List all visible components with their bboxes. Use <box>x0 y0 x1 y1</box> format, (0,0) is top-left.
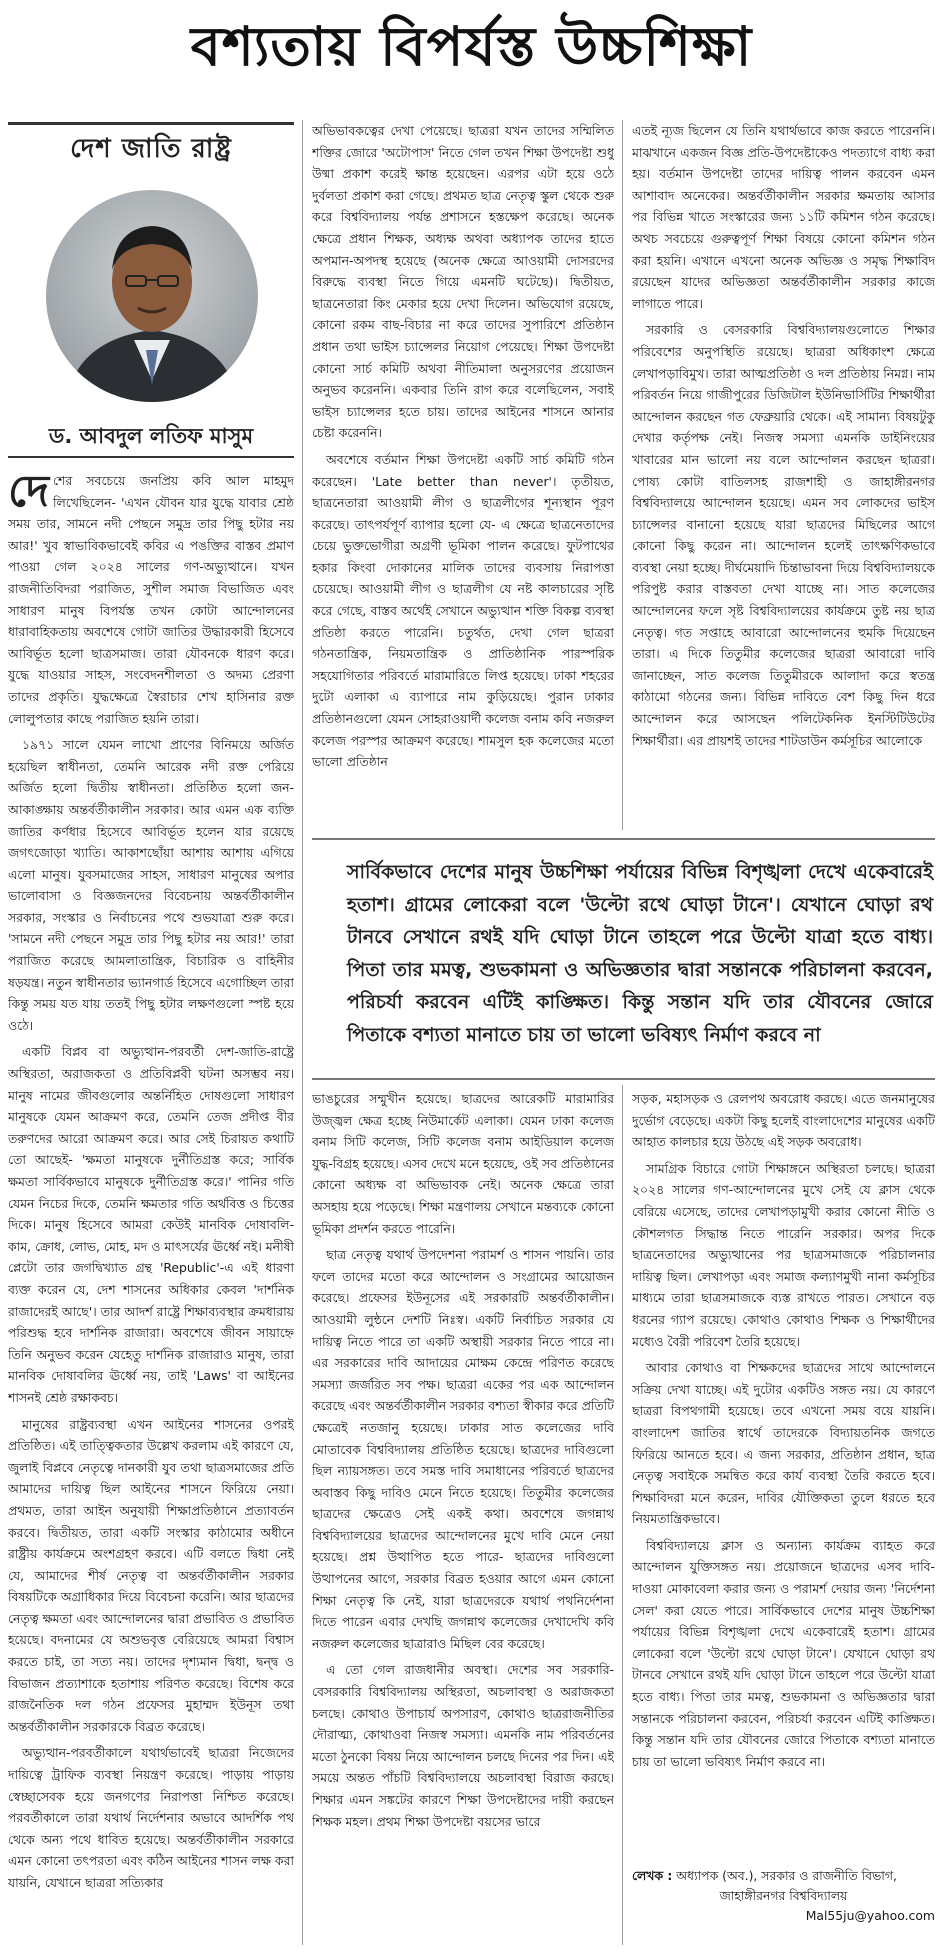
author-email[interactable]: Mal55ju@yahoo.com <box>805 1908 935 1923</box>
column-3 <box>632 120 935 832</box>
author-byline <box>632 1866 935 1946</box>
pullquote: সার্বিকভাবে দেশের মানুষ উচ্চশিক্ষা পর্যায়ের বিভিন্ন বিশৃঙ্খলা দেখে একেবারেই হতাশ। গ্রামের লোকেরা বলে 'উল্টো রথে ঘোড়া টানে'। যেখানে ঘোড়া রথ টানবে সেখানে রথই যদি ঘোড়া টানে তাহলে পরে উল্টো যাত্রা হতে বাধ্য। পিতা তার মমত্ব, শুভকামনা ও অভিজ্ঞতার দ্বারা সন্তানকে পরিচালনা করবেন, পরিচর্যা করবেন এটিই কাঙ্ক্ষিত। কিন্তু সন্তান যদি তার যৌবনের জোরে পিতাকে বশ্যতা মানাতে চায় তা ভালো ভবিষ্যৎ নির্মাণ করবে না <box>347 861 933 1046</box>
byline-university: জাহাঙ্গীরনগর বিশ্ববিদ্যালয় <box>719 1888 848 1903</box>
column-name: দেশ জাতি রাষ্ট্র <box>8 122 294 174</box>
column-2-lower <box>312 1088 614 1946</box>
dropcap: দে <box>8 470 49 517</box>
col2b-paragraph-1: ভাঙচুরের সম্মুখীন হয়েছে। ছাত্রদের আরেকটি মারামারির উজ্জ্বল ক্ষেত্র হচ্ছে নিউমার্কেট এলাকা। যেমন ঢাকা কলেজ বনাম সিটি কলেজ, সিটি কলেজ বনাম আইডিয়াল কলেজ যুদ্ধ-বিগ্রহ হয়েছে। এসব দেখে মনে হয়েছে, ওই সব প্রতিষ্ঠানের কোনো অধ্যক্ষ বা অভিভাবক নেই। অনেক ক্ষেত্রে তারা অসহায় হয়ে পড়েছে। শিক্ষা মন্ত্রণালয় সেখানে মন্তব্যকে কোনো ভূমিকা প্রদর্শন করতে পারেনি। <box>312 1091 614 1236</box>
pullquote-top-rule <box>312 838 935 840</box>
byline-label: লেখক : <box>632 1868 673 1883</box>
byline-text: অধ্যাপক (অব.), সরকার ও রাজনীতি বিভাগ, <box>676 1868 897 1883</box>
col1-paragraph-1: শের সবচেয়ে জনপ্রিয় কবি আল মাহমুদ লিখেছিলেন- 'এখন যৌবন যার যুদ্ধে যাবার শ্রেষ্ঠ সময় তার, সামনে নদী পেছনে সমুদ্র তার পিছু হটার নয় আর!' খুব স্বাভাবিকভাবেই কবির এ পঙক্তির বাস্তব প্রমাণ পাওয়া গেল ২০২৪ সালের গণ-অভ্যুত্থানে। যখন রাজনীতিবিদরা পরাজিত, সুশীল সমাজ বিভাজিত এবং সাধারণ মানুষ বিপর্যস্ত তখন কোটা আন্দোলনের ধারাবাহিকতায় অবশেষে গোটা জাতির উদ্ধারকারী হিসেবে আবির্ভূত হলো ছাত্রসমাজ। তারা যৌবনকে ধারণ করে। যুদ্ধে যাওয়ার সাহস, সংবেদনশীলতা ও অদম্য প্রেরণা তাদের প্রকৃতি। যুদ্ধক্ষেত্রে স্বৈরাচার শেখ হাসিনার রক্ত লোলুপতার কাছে পরাজিত হয়নি তারা। <box>8 473 294 726</box>
column-divider <box>302 120 303 1945</box>
col3-paragraph-1: এতই ন্যূজ ছিলেন যে তিনি যথার্থভাবে কাজ করতে পারেননি। মাঝখানে একজন বিজ্ঞ প্রতি-উপদেষ্টাকেও পদত্যাগে বাধ্য করা হয়। বর্তমান উপদেষ্টা তাদের দায়িত্ব পালন করবেন এমন আশাবাদ অনেকের। অন্তর্বর্তীকালীন সরকার ক্ষমতায় আসার পর বিভিন্ন খাতে সংস্কারের জন্য ১১টি কমিশন গঠন করেছে। অথচ সবচেয়ে গুরুত্বপূর্ণ শিক্ষা বিষয়ে কোনো কমিশন গঠন করা হয়নি। এখানে এখনো অনেক অভিজ্ঞ ও সমৃদ্ধ শিক্ষাবিদ রয়েছেন যাদের অভিজ্ঞতা অন্তর্বর্তীকালীন সরকার কাজে লাগাতে পারে। <box>632 123 935 311</box>
author-photo <box>46 190 258 402</box>
column-1 <box>8 470 294 1948</box>
col1-paragraph-5: অভ্যুত্থান-পরবর্তীকালে যথার্থভাবেই ছাত্ররা নিজেদের দায়িত্বে ট্রাফিক ব্যবস্থা নিয়ন্ত্রণ করেছে। পাড়ায় পাড়ায় স্বেচ্ছাসেবক হয়ে জনগণের নিরাপত্তা নিশ্চিত করেছে। পরবর্তীকালে তারা যথার্থ নির্দেশনার অভাবে আদর্শিক পথ থেকে অন্য পথে ধাবিত হয়েছে। অন্তর্বর্তীকালীন সরকারে এমন কোনো তৎপরতা এবং কঠিন আইনের শাসন লক্ষ করা যায়নি, যেখানে ছাত্ররা সত্যিকার <box>8 1745 294 1890</box>
author-name: ড. আবদুল লতিফ মাসুম <box>8 418 294 458</box>
col3b-paragraph-1: সড়ক, মহাসড়ক ও রেলপথ অবরোধ করছে। এতে জনমানুষের দুর্ভোগ বেড়েছে। একটা কিছু হলেই বাংলাদেশের মানুষের একটি আহাত কালচার হয়ে উঠছে এই সড়ক অবরোধ। <box>632 1091 935 1150</box>
column-divider <box>622 1085 623 1945</box>
col2b-paragraph-2: ছাত্র নেতৃত্ব যথার্থ উপদেশনা পরামর্শ ও শাসন পায়নি। তার ফলে তাদের মতো করে আন্দোলন ও সংগ্রামের আয়োজন করেছে। প্রফেসর ইউনূসের এই সরকারটি অন্তর্বর্তীকালীন। আওয়ামী লুন্ঠনে দেশটি নিঃস্ব। একটি নির্বাচিত সরকার যে দায়িত্ব নিতে পারে তা একটি অস্থায়ী সরকার নিতে পারে না। এর সরকারের দাবি আদায়ের মোক্ষম কেন্দ্রে পরিণত করেছে সমস্যা জর্জরিত সব পক্ষ। ছাত্ররা একের পর এক আন্দোলন করেছে এবং অন্তর্বর্তীকালীন সরকার বশ্যতা স্বীকার করে প্রতিটি ক্ষেত্রেই নতজানু হয়েছে। ঢাকার সাত কলেজের দাবি মোতাবেক বিশ্ববিদ্যালয় প্রতিষ্ঠিত হয়েছে। ছাত্রদের দাবিগুলো ছিল ন্যায়সঙ্গত। তবে সমস্ত দাবি সমাধানের পরিবর্তে ছাত্রদের অবাস্তব কিছু দাবিও মেনে নিতে হয়েছে। তিতুমীর কলেজের ছাত্রদের ক্ষেত্রেও সেই একই কথা। অবশেষে জগন্নাথ বিশ্ববিদ্যালয়ের ছাত্রদের আন্দোলনের মুখে দাবি মেনে নেয়া হয়েছে। প্রশ্ন উত্থাপিত হতে পারে- ছাত্রদের দাবিগুলো উত্থাপনের আগে, সরকার বিব্রত হওয়ার আগে এমন কোনো শিক্ষা নেতৃত্ব কি নেই, যারা ছাত্রদেরকে যথার্থ পথনির্দেশনা দিতে পারেন এবার দেখছি জগন্নাথ কলেজের দেখাদেখি কবি নজরুল কলেজের ছাত্রারাও মিছিল বের করেছে। <box>312 1247 614 1651</box>
headline: বশ্যতায় বিপর্যস্ত উচ্চশিক্ষা <box>190 15 753 78</box>
col2b-paragraph-3: এ তো গেল রাজধানীর অবস্থা। দেশের সব সরকারি-বেসরকারি বিশ্ববিদ্যালয় অস্থিরতা, অচলাবস্থা ও অরাজকতা চলছে। কোথাও উপাচার্য অপসারণ, কোথাও ছাত্ররাজনীতির দৌরাত্ম্য, কোথাওবা নিজস্ব সমস্যা। এমনকি নাম পরিবর্তনের মতো ঠুনকো বিষয় নিয়ে আন্দোলন চলছে দিনের পর দিন। এই সময়ে অন্তত পাঁচটি বিশ্ববিদ্যালয়ে অচলাবস্থা বিরাজ করছে। শিক্ষার এমন সঙ্কটের কারণে শিক্ষা উপদেষ্টাদের দায়ী করছেন শিক্ষক মহল। প্রথম শিক্ষা উপদেষ্টা বয়সের ভারে <box>312 1662 614 1829</box>
col1-paragraph-3: একটি বিপ্লব বা অভ্যুত্থান-পরবর্তী দেশ-জাতি-রাষ্ট্রে অস্থিরতা, অরাজকতা ও প্রতিবিপ্লবী ঘটনা অসম্ভব নয়। মানুষ নামের জীবগুলোর অন্তর্নিহিত দোষগুলো সাধারণ মানুষকে যেমন আক্রমণ করে, তেমনি তেজ প্রদীপ্ত বীর তরুণদের আরো আক্রমণ করে। আর সেই চিরায়ত কথাটি তো আছেই- 'ক্ষমতা মানুষকে দুর্নীতিগ্রস্ত করে; সার্বিক ক্ষমতা সার্বিকভাবে মানুষকে দুর্নীতিগ্রস্ত করে।' পানির গতি যেমন নিচের দিকে, তেমনি ক্ষমতার গতি অর্থবিত্ত ও চিত্তের দিকে। মানুষ হিসেবে আমরা কেউই মানবিক দোষাবলি- কাম, ক্রোধ, লোভ, মোহ, মদ ও মাৎসর্যের ঊর্ধ্বে নই। মনীষী প্লেটো তার জগদ্বিখ্যাত গ্রন্থ 'Republic'-এ এই ধারণা ব্যক্ত করেন যে, দেশ শাসনের অধিকার কেবল 'দার্শনিক রাজাদেরই আছে'। তার আদর্শ রাষ্ট্রে শিক্ষাব্যবস্থার ক্রমধারায় পরিশুদ্ধ হবে দার্শনিক রাজারা। অবশেষে জীবন সায়াহ্নে তিনি অনুভব করেন যেহেতু দার্শনিক রাজারাও মানুষ, তারা মানবিক দোষাবলির ঊর্ধ্বে নয়, তাই 'Laws' বা আইনের শাসনই শ্রেষ্ঠ রক্ষাকবচ। <box>8 1044 294 1405</box>
column-divider <box>622 120 623 830</box>
column-3-lower <box>632 1088 935 1863</box>
col1-paragraph-2: ১৯৭১ সালে যেমন লাখো প্রাণের বিনিময়ে অর্জিত হয়েছিল স্বাধীনতা, তেমনি আরেক নদী রক্ত পেরিয়ে অর্জিত হলো দ্বিতীয় স্বাধীনতা। প্রতিষ্ঠিত হলো জন-আকাঙ্ক্ষায় অন্তর্বর্তীকালীন সরকার। আর এমন এক ব্যক্তি জাতির কর্ণধার হিসেবে আবির্ভূত হলেন যার রয়েছে জগৎজোড়া খ্যাতি। আকাশছোঁয়া আশায় আশায় এগিয়ে এলো মানুষ। যুবসমাজের সাহস, সাধারণ মানুষের অপার ভালোবাসা ও বিজ্ঞজনদের বিবেচনায় অন্তর্বর্তীকালীন সরকার, সংস্কার ও নির্বাচনের পথে শুভযাত্রা শুরু করে। 'সামনে নদী পেছনে সমুদ্র তার পিছু হটার নয় আর!' তারা পরাজিত করেছে আমলাতান্ত্রিক, বিচারিক ও বাহিনীর ষড়যন্ত্র। নতুন স্বাধীনতার ভ্যানগার্ড হিসেবে এগোচ্ছিল তারা কিন্তু সময় যত যায় ততই পিছু হটার লক্ষণগুলো স্পষ্ট হয়ে ওঠে। <box>8 737 294 1033</box>
col3b-paragraph-3: আবার কোথাও বা শিক্ষকদের ছাত্রদের সাথে আন্দোলনে সক্রিয় দেখা যাচ্ছে। এই দুটোর একটিও সঙ্গত নয়। যে কারণে ছাত্ররা বিপথগামী হয়েছে। তবে এখনো সময় বয়ে যায়নি। বাংলাদেশ জাতির স্বার্থে তাদেরকে বিদ্যায়তনিক জগতে ফিরিয়ে আনতে হবে। এ জন্য সরকার, প্রতিষ্ঠান প্রধান, ছাত্র নেতৃত্ব সবাইকে সমন্বিত করে কার্য ব্যবস্থা তৈরি করতে হবে। শিক্ষাবিদরা মনে করেন, দাবির যৌক্তিকতা তুলে ধরতে হবে নিয়মতান্ত্রিকভাবে। <box>632 1360 935 1527</box>
col1-paragraph-4: মানুষের রাষ্ট্রব্যবস্থা এখন আইনের শাসনের ওপরই প্রতিষ্ঠিত। এই তাত্ত্বিকতার উল্লেখ করলাম এই কারণে যে, জুলাই বিপ্লবে নেতৃত্বে দানকারী যুব তথা ছাত্রসমাজের প্রতি আমাদের দায়িত্ব ছিল আইনের শাসনে ফিরিয়ে নেয়া। প্রথমত, তারা আইন অনুযায়ী শিক্ষাপ্রতিষ্ঠানে প্রত্যাবর্তন করবে। দ্বিতীয়ত, তারা একটি সংস্কার কাঠামোর অধীনে রাষ্ট্রীয় কার্যক্রমে অংশগ্রহণ করবে। এটি বলতে দ্বিধা নেই যে, আমাদের শীর্ষ নেতৃত্ব বা অন্তর্বর্তীকালীন সরকার বিষয়টিকে অগ্রাধিকার দিয়ে বিবেচনা করেনি। আর ছাত্রদের নেতৃত্ব ক্ষমতা এবং আন্দোলনের দ্বারা প্রভাবিত ও প্রভাবিত হয়েছে। বদনামের যে অশুভবৃত্ত বেরিয়েছে আমরা বিশ্বাস করতে চাই, তা সত্য নয়। তাদের দৃশ্যমান দ্বিধা, দ্বন্দ্ব ও বিভাজন প্রত্যাশাকে হতাশায় পরিণত করেছে। বিশেষ করে রাজনৈতিক দল গঠন প্রফেসর মুহাম্মদ ইউনূস তথা অন্তর্বর্তীকালীন সরকারকে বিব্রত করেছে। <box>8 1416 294 1734</box>
col2-paragraph-1: অভিভাবকত্বের দেখা পেয়েছে। ছাত্ররা যখন তাদের সম্মিলিত শক্তির জোরে 'অটোপাস' নিতে গেল তখন শিক্ষা উপদেষ্টা শুধু উষ্মা প্রকাশ করেই ক্ষান্ত হয়েছেন। এরপর এটা হয়ে ওঠে দুর্বলতা প্রকাশ করা গেছে। প্রথমত ছাত্র নেতৃত্ব স্কুল থেকে শুরু করে বিশ্ববিদ্যালয় পর্যন্ত প্রশাসনে হস্তক্ষেপ করেছে। অনেক ক্ষেত্রে প্রধান শিক্ষক, অধ্যক্ষ অথবা অধ্যাপক তাদের হাতে অপমান-অপদস্থ হয়েছে (অনেক ক্ষেত্রে আওয়ামী দোসরদের বিরুদ্ধে ব্যবস্থা নিতে গিয়ে এমনটি ঘটেছে)। দ্বিতীয়ত, ছাত্রনেতারা কিং মেকার হয়ে দেখা দিলেন। অভিযোগ রয়েছে, কোনো রকম বাছ-বিচার না করে তাদের সুপারিশে প্রতিষ্ঠান প্রধান তথা ভাইস চ্যান্সেলর নিয়োগ পেয়েছে। শিক্ষা উপদেষ্টা কোনো সার্চ কমিটি অথবা নীতিমালা অনুসরণের প্রয়োজন অনুভব করেননি। একবার তিনি রাগ করে বলেছিলেন, সবাই ভাইস চ্যান্সেলর হতে চায়। তাদের আইনের শাসনে আনার চেষ্টা করেননি। <box>312 123 614 441</box>
col2-paragraph-2: অবশেষে বর্তমান শিক্ষা উপদেষ্টা একটি সার্চ কমিটি গঠন করেছেন। 'Late better than never'। তৃতীয়ত, ছাত্রনেতারা আওয়ামী লীগ ও ছাত্রলীগের শূন্যস্থান পূরণ করেছে। তাৎপর্যপূর্ণ ব্যাপার হলো যে- এ ক্ষেত্রে ছাত্রনেতাদের চেয়ে ভুক্তভোগীরা অগ্রণী ভূমিকা পালন করেছে। ফুটপাথের হকার কিংবা দোকানের মালিক তাদের ব্যবসায় নিরাপত্তা চেয়েছে। আওয়ামী লীগ ও ছাত্রলীগ যে নষ্ট কালচারের সৃষ্টি করে গেছে, বাস্তব অর্থেই সেখানে অভ্যুত্থান শক্তি বিকল্প ব্যবস্থা প্রতিষ্ঠা করতে পারেনি। চতুর্থত, দেখা গেল ছাত্ররা গঠনতান্ত্রিক, নিয়মতান্ত্রিক ও প্রাতিষ্ঠানিক পারস্পরিক সহযোগিতার পরিবর্তে মারামারিতে লিপ্ত হয়েছে। ঢাকা শহরের দুটো এলাকা এ ব্যাপারে নাম কুড়িয়েছে। পুরান ঢাকার প্রতিষ্ঠানগুলো যেমন সোহরাওয়ার্দী কলেজ বনাম কবি নজরুল কলেজ পরস্পর আক্রমণ করেছে। শামসুল হক কলেজের মতো ভালো প্রতিষ্ঠান <box>312 451 614 770</box>
col3b-paragraph-2: সামগ্রিক বিচারে গোটা শিক্ষাঙ্গনে অস্থিরতা চলছে। ছাত্ররা ২০২৪ সালের গণ-আন্দোলনের মুখে সেই যে ক্লাস থেকে বেরিয়ে এসেছে, তাদের লেখাপড়ামুখী করার কোনো নীতি ও কৌশলগত সিদ্ধান্ত নিতে পারেনি সরকার। অপর দিকে ছাত্রনেতাদের অভ্যুত্থানের পর ছাত্রসমাজকে পরিচালনার দায়িত্ব ছিল। লেখাপড়া এবং সমাজ কল্যাণমুখী নানা কর্মসূচির মাধ্যমে তারা ছাত্রসমাজকে ব্যস্ত রাখতে পারত। সেখানে বড় ধরনের গ্যাপ রয়েছে। কোথাও কোথাও শিক্ষক ও শিক্ষার্থীদের মধ্যেও বৈরী পরিবেশ তৈরি হয়েছে। <box>632 1160 935 1349</box>
author-portrait-icon <box>46 190 258 402</box>
col3b-paragraph-4: বিশ্ববিদ্যালয়ে ক্লাস ও অন্যান্য কার্যক্রম ব্যাহত করে আন্দোলন যুক্তিসঙ্গত নয়। প্রয়োজনে ছাত্রদের এসব দাবি-দাওয়া মোকাবেলা করার জন্য ও পরামর্শ দেয়ার জন্য 'নির্দেশনা সেল' করা যেতে পারে। সার্বিকভাবে দেশের মানুষ উচ্চশিক্ষা পর্যায়ের বিভিন্ন বিশৃঙ্খলা দেখে একেবারেই হতাশ। গ্রামের লোকেরা বলে 'উল্টো রথে ঘোড়া টানে'। যেখানে ঘোড়া রথ টানবে সেখানে রথই যদি ঘোড়া টানে তাহলে পরে উল্টো যাত্রা হতে বাধ্য। পিতা তার মমত্ব, শুভকামনা ও অভিজ্ঞতার দ্বারা সন্তানকে পরিচালনা করবেন, পরিচর্যা করবেন এটিই কাঙ্ক্ষিত। কিন্তু সন্তান যদি তার যৌবনের জোরে পিতাকে বশ্যতা মানাতে চায় তা ভালো ভবিষ্যৎ নির্মাণ করবে না। <box>632 1537 935 1769</box>
pullquote-bottom-rule <box>312 1078 935 1080</box>
col3-paragraph-2: সরকারি ও বেসরকারি বিশ্ববিদ্যালয়গুলোতে শিক্ষার পরিবেশের অনুপস্থিতি রয়েছে। ছাত্ররা অধিকাংশ ক্ষেত্রে লেখাপড়াবিমুখ। তারা আত্মপ্রতিষ্ঠা ও দল প্রতিষ্ঠায় নিমগ্ন। নাম পরিবর্তন নিয়ে গাজীপুরের ডিজিটাল ইউনিভার্সিটির শিক্ষার্থীরা আন্দোলন করছেন গত ফেব্রুয়ারি থেকে। এই সামান্য বিষয়টুকু দেখার কর্তৃপক্ষ নেই। নিজস্ব সমস্যা এমনকি ডাইনিংয়ের খাবারের মান ভালো নয় বলে আন্দোলন করছেন ছাত্ররা। পোষ্য কোটা বাতিলসহ রাজশাহী ও জাহাঙ্গীরনগর বিশ্ববিদ্যালয়ে আন্দোলন হয়েছে। এমন সব লোকদের ভাইস চ্যান্সেলর বানানো হয়েছে যারা ছাত্রদের মিছিলের আগে কোনো কিছু করেন না। আন্দোলন হলেই তাৎক্ষণিকভাবে ব্যবস্থা নেয়া হচ্ছে। দীর্ঘমেয়াদি চিন্তাভাবনা দিয়ে বিশ্ববিদ্যালয়কে পরিপুষ্ট করার বাস্তবতা দেখা যাচ্ছে না। সাত কলেজের আন্দোলনের ফলে সৃষ্ট বিশ্ববিদ্যালয়ের কার্যক্রমে তুষ্ট নয় ছাত্র নেতৃত্ব। গত সপ্তাহে আবারো আন্দোলনের হুমকি দিয়েছেন তারা। এ দিকে তিতুমীর কলেজের ছাত্ররা আবারো দাবি জানাচ্ছেন, সাত কলেজ তিতুমীরকে আলাদা করে স্বতন্ত্র কাঠামো গঠনের জন্য। বিভিন্ন দাবিতে বেশ কিছু দিন ধরে আন্দোলন করে আসছেন পলিটেকনিক ইনস্টিটিউটের শিক্ষার্থীরা। এর প্রায়শই তাদের শাটডাউন কর্মসূচির আলোকে <box>632 322 935 748</box>
column-2 <box>312 120 614 832</box>
